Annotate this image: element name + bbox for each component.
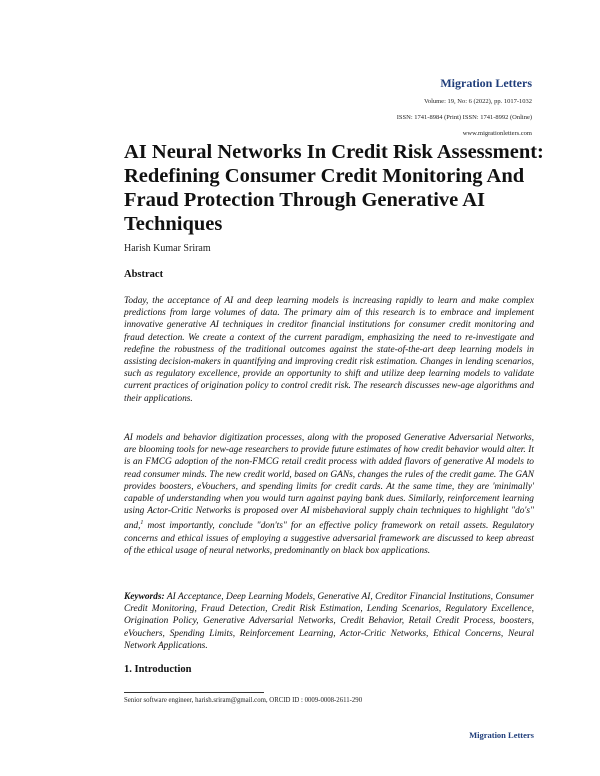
abstract-paragraph-1: Today, the acceptance of AI and deep learning models is increasing rapidly to learn and make complex predictions from large volumes of data. The primary aim of this research is to embrace and implement innovative generative AI techniques in creditor financial institutions for consumer credit monitoring and fraud detection. We create a context of the current paradigm, emphasizing the need to re-investigate and redefine the robustness of the traditional outcomes against the state-of-the-art deep learning models in assisting decision-makers in quantifying and improving credit risk estimation. Changes in lending scenarios, such as regulatory excellence, provide an opportunity to shift and utilize deep learning models to validate current practices of origination policy to control credit risk. The research discusses new-age algorithms and their applications. bbox=[124, 296, 534, 404]
keywords-list: AI Acceptance, Deep Learning Models, Generative AI, Creditor Financial Institutions, Consumer Credit Monitoring, Fraud Detection, Credit Risk Estimation, Lending Scenarios, Regulatory Excellence, Origination Policy, Generative Adversarial Networks, Credit Behavior, Retail Credit Process, boosters, eVouchers, Spending Limits, Reinforcement Learning, Actor-Critic Networks, Ethical Concerns, Neural Network Applications. bbox=[124, 592, 534, 651]
footnote-marker: 1 bbox=[140, 520, 144, 527]
section-heading-introduction: 1. Introduction bbox=[124, 664, 192, 675]
website: www.migrationletters.com bbox=[462, 130, 532, 137]
journal-name: Migration Letters bbox=[440, 76, 532, 90]
issn-info: ISSN: 1741-8984 (Print) ISSN: 1741-8992 (Online) bbox=[396, 114, 532, 121]
footnote-rule bbox=[124, 692, 264, 693]
abstract-paragraph-2 bbox=[124, 432, 534, 557]
keywords bbox=[124, 591, 534, 652]
abstract-heading: Abstract bbox=[124, 269, 164, 280]
paper-title: AI Neural Networks In Credit Risk Assessment: Redefining Consumer Credit Monitoring And Fraud Protection Through Generative AI Techniques bbox=[124, 141, 544, 235]
volume-info: Volume: 19, No: 6 (2022), pp. 1017-1032 bbox=[423, 98, 532, 105]
footer-journal-name: Migration Letters bbox=[469, 730, 534, 740]
abstract-p2-text-a: AI models and behavior digitization processes, along with the proposed Generative Adversarial Networks, are blooming tools for new-age researchers to provide future estimates of how credit behavior would alter. It is an FMCG adoption of the non-FMCG retail credit process with added flavors of generative AI models to read consumer minds. The new credit world, based on GANs, changes the rules of the credit game. The GAN provides boosters, eVouchers, and spending limits for credit cards. At the same time, they are 'minimally' capable of understanding when you would turn against paying bank dues. Similarly, reinforcement learning using Actor-Critic Networks is proposed over AI misbehavioral supply chain techniques to highlight "do's" and, bbox=[124, 433, 534, 532]
author-name: Harish Kumar Sriram bbox=[124, 243, 211, 254]
keywords-label: Keywords: bbox=[124, 592, 165, 602]
abstract-p2-text-b: most importantly, conclude "don'ts" for an effective policy framework on retail assets. Regulatory concerns and ethical issues of employing a suggestive adversarial framework are discussed to keep abreast of the ethical usage of neural networks, predominantly on black box applications. bbox=[124, 521, 534, 556]
footnote: Senior software engineer, harish.sriram@gmail.com, ORCID ID : 0009-0008-2611-290 bbox=[124, 697, 363, 704]
